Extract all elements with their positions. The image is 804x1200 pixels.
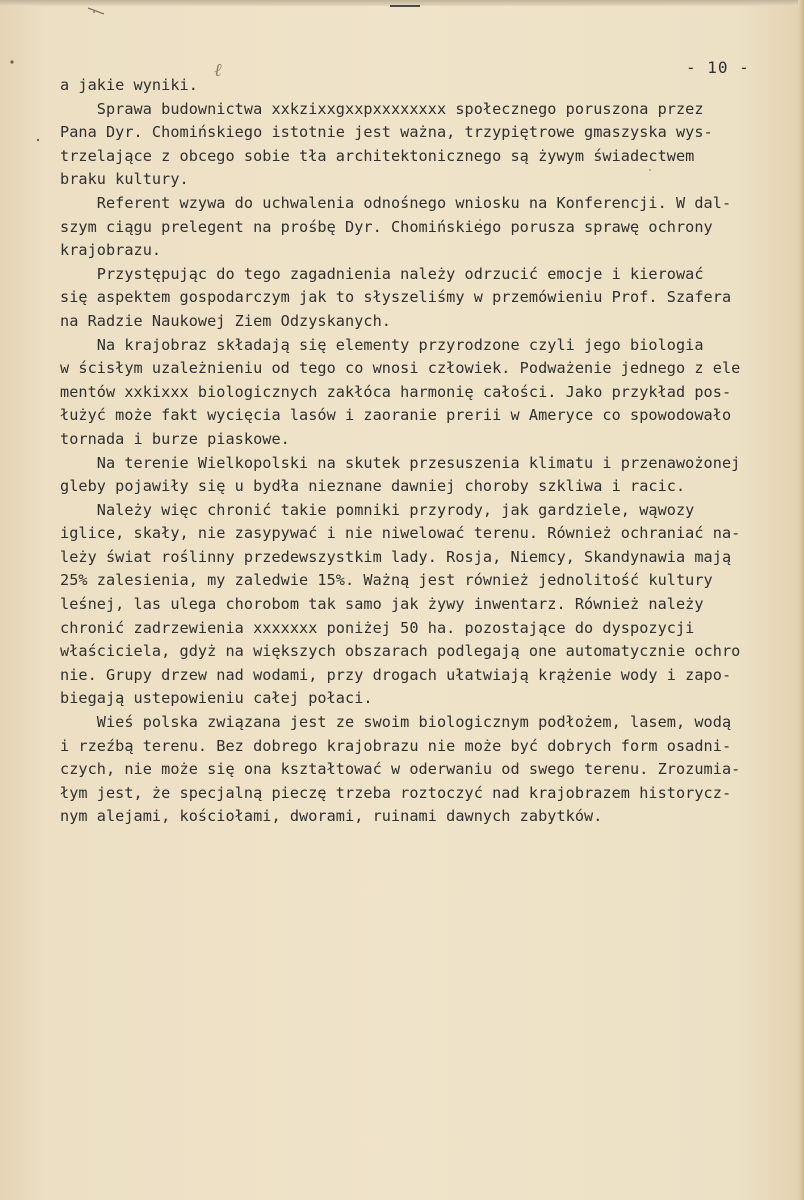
text-line: właściciela, gdyż na większych obszarach podlegają one automatycznie ochro [60,642,741,661]
text-line: a jakie wyniki. [60,76,198,94]
text-line: braku kultury. [60,170,189,189]
text-line: się aspektem gospodarczym jak to słyszeliśmy w przemówieniu Prof. Szafera [60,288,732,307]
handwritten-mark: ℓ [214,60,222,81]
text-line: Na krajobraz składają się elementy przyrodzone czyli jego biologia [60,335,704,354]
text-line: leży świat roślinny przedewszystkim lady. Rosja, Niemcy, Skandynawia mają [60,547,732,566]
text-line: Referent wzywa do uchwalenia odnośnego wniosku na Konferencji. W dal- [60,193,732,212]
text-line: Pana Dyr. Chomińskiego istotnie jest ważna, trzypiętrowe gmaszyska wys- [60,123,713,142]
text-line: biegają ustepowieniu całej połaci. [60,689,373,708]
text-line: nie. Grupy drzew nad wodami, przy drogach ułatwiają krążenie wody i zapo- [60,665,732,684]
text-line: łym jest, że specjalną pieczę trzeba roztoczyć nad krajobrazem historycz- [60,783,732,802]
text-line: łużyć może fakt wycięcia lasów i zaoranie prerii w Ameryce co spowodowało [60,406,732,425]
text-line: Sprawa budownictwa xxkzixxgxxpxxxxxxxx społecznego poruszona przez [60,99,704,118]
text-line: Wieś polska związana jest ze swoim biologicznym podłożem, lasem, wodą [60,713,732,732]
text-line: 25% zalesienia, my zaledwie 15%. Ważną jest również jednolitość kultury [60,571,713,590]
text-line: trzelające z obcego sobie tła architektonicznego są żywym świadectwem [60,146,695,165]
text-line: mentów xxkixxx biologicznych zakłóca harmonię całości. Jako przykład pos- [60,382,732,401]
page-number: - 10 - [686,58,750,77]
text-line: i rzeźbą terenu. Bez dobrego krajobrazu nie może być dobrych form osadni- [60,736,732,755]
text-line: iglice, skały, nie zasypywać i nie niwelować terenu. Również ochraniać na- [60,524,741,543]
text-line: szym ciągu prelegent na prośbę Dyr. Chomińskiego porusza sprawę ochrony [60,217,713,236]
text-line: gleby pojawiły się u bydła nieznane dawniej choroby szkliwa i racic. [60,477,686,496]
text-line: Przystępując do tego zagadnienia należy odrzucić emocje i kierować [60,264,704,283]
text-line: krajobrazu. [60,241,162,260]
body-text [60,74,800,829]
text-line: tornada i burze piaskowe. [60,429,290,448]
text-line: czych, nie może się ona kształtować w oderwaniu od swego terenu. Zrozumia- [60,760,741,779]
text-line: Na terenie Wielkopolski na skutek przesuszenia klimatu i przenawożonej [60,453,741,472]
text-line: chronić zadrzewienia xxxxxxx poniżej 50 ha. pozostające do dyspozycji [60,618,695,637]
text-line: nym alejami, kościołami, dworami, ruinami dawnych zabytków. [60,807,603,826]
text-line: w ścisłym uzależnieniu od tego co wnosi człowiek. Podważenie jednego z ele [60,359,741,378]
text-line: Należy więc chronić takie pomniki przyrody, jak gardziele, wąwozy [60,500,695,519]
text-line: leśnej, las ulega chorobom tak samo jak żywy inwentarz. Również należy [60,595,704,614]
text-line: na Radzie Naukowej Ziem Odzyskanych. [60,311,391,330]
